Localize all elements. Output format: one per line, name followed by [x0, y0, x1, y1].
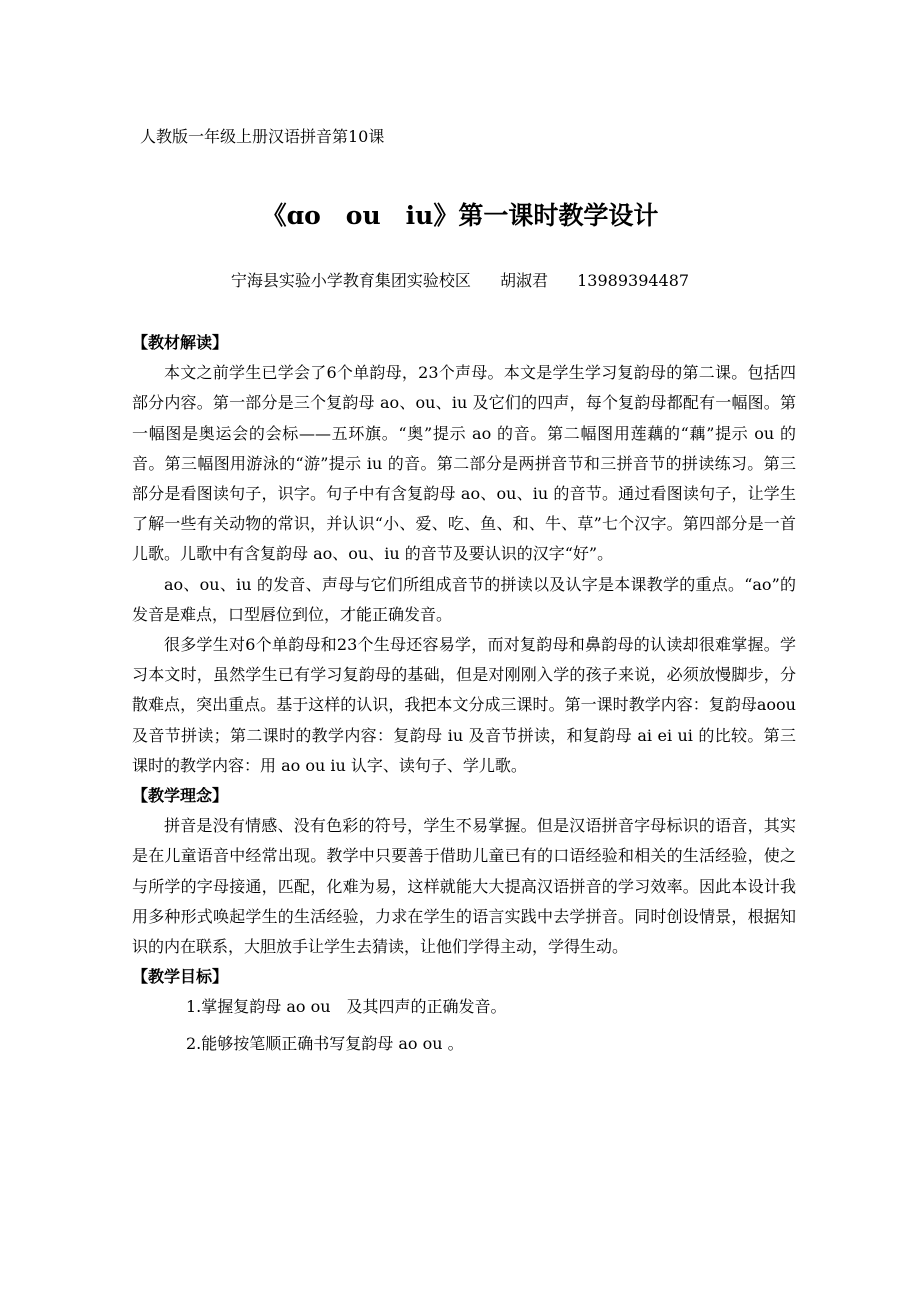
paragraph: 本文之前学生已学会了6个单韵母，23个声母。本文是学生学习复韵母的第二课。包括四部分内容。第一部分是三个复韵母 ao、ou、iu 及它们的四声，每个复韵母都配有一幅图。第一幅图是奥运会的会标——五环旗。“奥”提示 ao 的音。第二幅图用莲藕的“藕”提示 ou 的音。第三幅图用游泳的“游”提示 iu 的音。第二部分是两拼音节和三拼音节的拼读练习。第三部分是看图读句子，识字。句子中有含复韵母 ao、ou、iu 的音节。通过看图读句子，让学生了解一些有关动物的常识，并认识“小、爱、吃、鱼、和、牛、草”七个汉字。第四部分是一首儿歌。儿歌中有含复韵母 ao、ou、iu 的音节及要认识的汉字“好”。 [132, 363, 796, 564]
document-title: 《ɑo ou iu》第一课时教学设计 [261, 201, 659, 230]
author-line [0, 268, 920, 294]
section-heading: 【教学目标】 [132, 967, 229, 987]
paragraph: 拼音是没有情感、没有色彩的符号，学生不易掌握。但是汉语拼音字母标识的语音，其实是在儿童语音中经常出现。教学中只要善于借助儿童已有的口语经验和相关的生活经验，使之与所学的字母接通，匹配，化难为易，这样就能大大提高汉语拼音的学习效率。因此本设计我用多种形式唤起学生的生活经验，力求在学生的语言实践中去学拼音。同时创设情景，根据知识的内在联系，大胆放手让学生去猜读，让他们学得主动，学得生动。 [132, 816, 796, 957]
goal-item: 2.能够按笔顺正确书写复韵母 ao ou 。 [186, 1033, 464, 1053]
section-teaching-goals [132, 962, 796, 1059]
author-school: 宁海县实验小学教育集团实验校区 [230, 271, 471, 290]
author-phone: 13989394487 [577, 271, 690, 290]
paragraph: ao、ou、iu 的发音、声母与它们所组成音节的拼读以及认字是本课教学的重点。“ao”的发音是难点，口型唇位到位，才能正确发音。 [132, 574, 796, 624]
goal-item: 1.掌握复韵母 ao ou 及其四声的正确发音。 [186, 997, 507, 1017]
section-heading: 【教学理念】 [132, 786, 229, 806]
author-name: 胡淑君 [500, 271, 549, 290]
section-teaching-philosophy [132, 781, 796, 962]
section-textbook-analysis [132, 328, 796, 781]
course-line: 人教版一年级上册汉语拼音第10课 [140, 127, 385, 146]
document-body [132, 328, 796, 1059]
section-heading: 【教材解读】 [132, 333, 229, 352]
paragraph: 很多学生对6个单韵母和23个生母还容易学，而对复韵母和鼻韵母的认读却很难掌握。学习本文时，虽然学生已有学习复韵母的基础，但是对刚刚入学的孩子来说，必须放慢脚步，分散难点，突出重点。基于这样的认识，我把本文分成三课时。第一课时教学内容：复韵母aoou及音节拼读；第二课时的教学内容：复韵母 iu 及音节拼读，和复韵母 ai ei ui 的比较。第三课时的教学内容：用 ao ou iu 认字、读句子、学儿歌。 [132, 635, 796, 775]
